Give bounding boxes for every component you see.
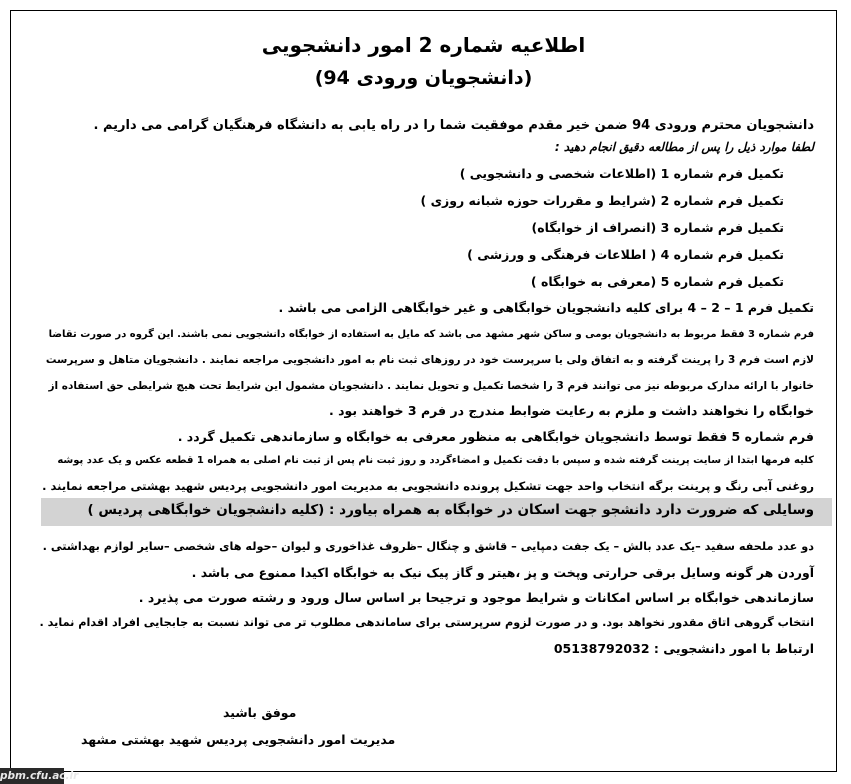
- instruction-text: لطفا موارد ذیل را پس از مطالعه دقیق انجام دهید :: [554, 140, 814, 154]
- form-item: تکمیل فرم شماره 4 ( اطلاعات فرهنگی و ورزشی ): [467, 247, 784, 262]
- body-line: خانوار با ارائه مدارک مربوطه نیز می توانند فرم 3 را شخصا تکمیل و تحویل نمایند . دانشجویان مشمول این شرایط تحت هیچ شرایطی حق استفاده از: [48, 380, 814, 392]
- items-line: انتخاب گروهی اتاق مقدور نخواهد بود. و در صورت لزوم سرپرستی برای ساماندهی مطلوب تر می تواند نسبت به جابجایی افراد اقدام نماید .: [39, 616, 814, 629]
- contact-phone: 05138792032: [553, 641, 650, 656]
- announcement-title: اطلاعیه شماره 2 امور دانشجویی: [261, 33, 586, 57]
- watermark: pbm.cfu.ac.ir: [0, 770, 79, 782]
- contact-label: ارتباط با امور دانشجویی :: [653, 641, 814, 656]
- body-line: روغنی آبی رنگ و پرینت برگه انتخاب واحد جهت تشکیل پرونده دانشجویی به مدیریت امور دانشجویی پردیس شهید بهشتی مراجعه نمایند .: [42, 479, 814, 493]
- signature-text: مدیریت امور دانشجویی پردیس شهید بهشتی مشهد: [81, 732, 396, 747]
- announcement-subtitle: (دانشجویان ورودی 94): [314, 67, 533, 89]
- signoff-text: موفق باشید: [223, 705, 297, 720]
- items-line: سازماندهی خوابگاه بر اساس امکانات و شرایط موجود و ترجیحا بر اساس سال ورود و رشته صورت می پذیرد .: [138, 590, 814, 605]
- body-line: کلیه فرمها ابتدا از سایت پرینت گرفته شده و سپس با دقت تکمیل و امضاءگردد و روز ثبت نام پس از ثبت نام اصلی به همراه 1 قطعه عکس و یک عدد پوشه: [57, 455, 814, 466]
- form-item: تکمیل فرم شماره 1 (اطلاعات شخصی و دانشجویی ): [459, 166, 784, 181]
- form-item: تکمیل فرم شماره 5 (معرفی به خوابگاه ): [530, 274, 784, 289]
- body-line: تکمیل فرم 1 – 2 – 4 برای کلیه دانشجویان خوابگاهی و غیر خوابگاهی الزامی می باشد .: [278, 300, 814, 315]
- announcement-frame: [10, 10, 837, 772]
- contact-line: [554, 640, 814, 658]
- items-line: آوردن هر گونه وسایل برقی حرارتی وپخت و پز ،هیتر و گاز پیک نیک به خوابگاه اکیدا ممنوع می باشد .: [191, 565, 814, 580]
- body-line: فرم شماره 3 فقط مربوط به دانشجویان بومی و ساکن شهر مشهد می باشد که مایل به استفاده از خوابگاه دانشجویی نمی باشند. این گروه در صورت تقاضا: [48, 329, 814, 340]
- body-line: خوابگاه را نخواهند داشت و ملزم به رعایت ضوابط مندرج در فرم 3 خواهند بود .: [329, 403, 814, 418]
- form-item: تکمیل فرم شماره 3 (انصراف از خوابگاه): [531, 220, 784, 235]
- items-line: دو عدد ملحفه سفید –یک عدد بالش – یک جفت دمپایی – قاشق و چنگال –ظروف غذاخوری و لیوان –حوله های شخصی –سایر لوازم بهداشتی .: [42, 540, 814, 553]
- body-line: فرم شماره 5 فقط توسط دانشجویان خوابگاهی به منظور معرفی به خوابگاه و سازماندهی تکمیل گردد .: [177, 429, 814, 444]
- body-line: لازم است فرم 3 را پرینت گرفته و به اتفاق ولی یا سرپرست خود در روزهای ثبت نام به امور دانشجویی مراجعه نمایند . دانشجویان متاهل و سرپرست: [45, 354, 814, 366]
- form-item: تکمیل فرم شماره 2 (شرایط و مقررات حوزه شبانه روزی ): [420, 193, 784, 208]
- greeting-text: دانشجویان محترم ورودی 94 ضمن خیر مقدم موفقیت شما را در راه یابی به دانشگاه فرهنگیان گرامی می داریم .: [93, 118, 814, 133]
- section-heading: وسایلی که ضرورت دارد دانشجو جهت اسکان در خوابگاه به همراه بیاورد : (کلیه دانشجویان خوابگاهی پردیس ): [87, 502, 814, 518]
